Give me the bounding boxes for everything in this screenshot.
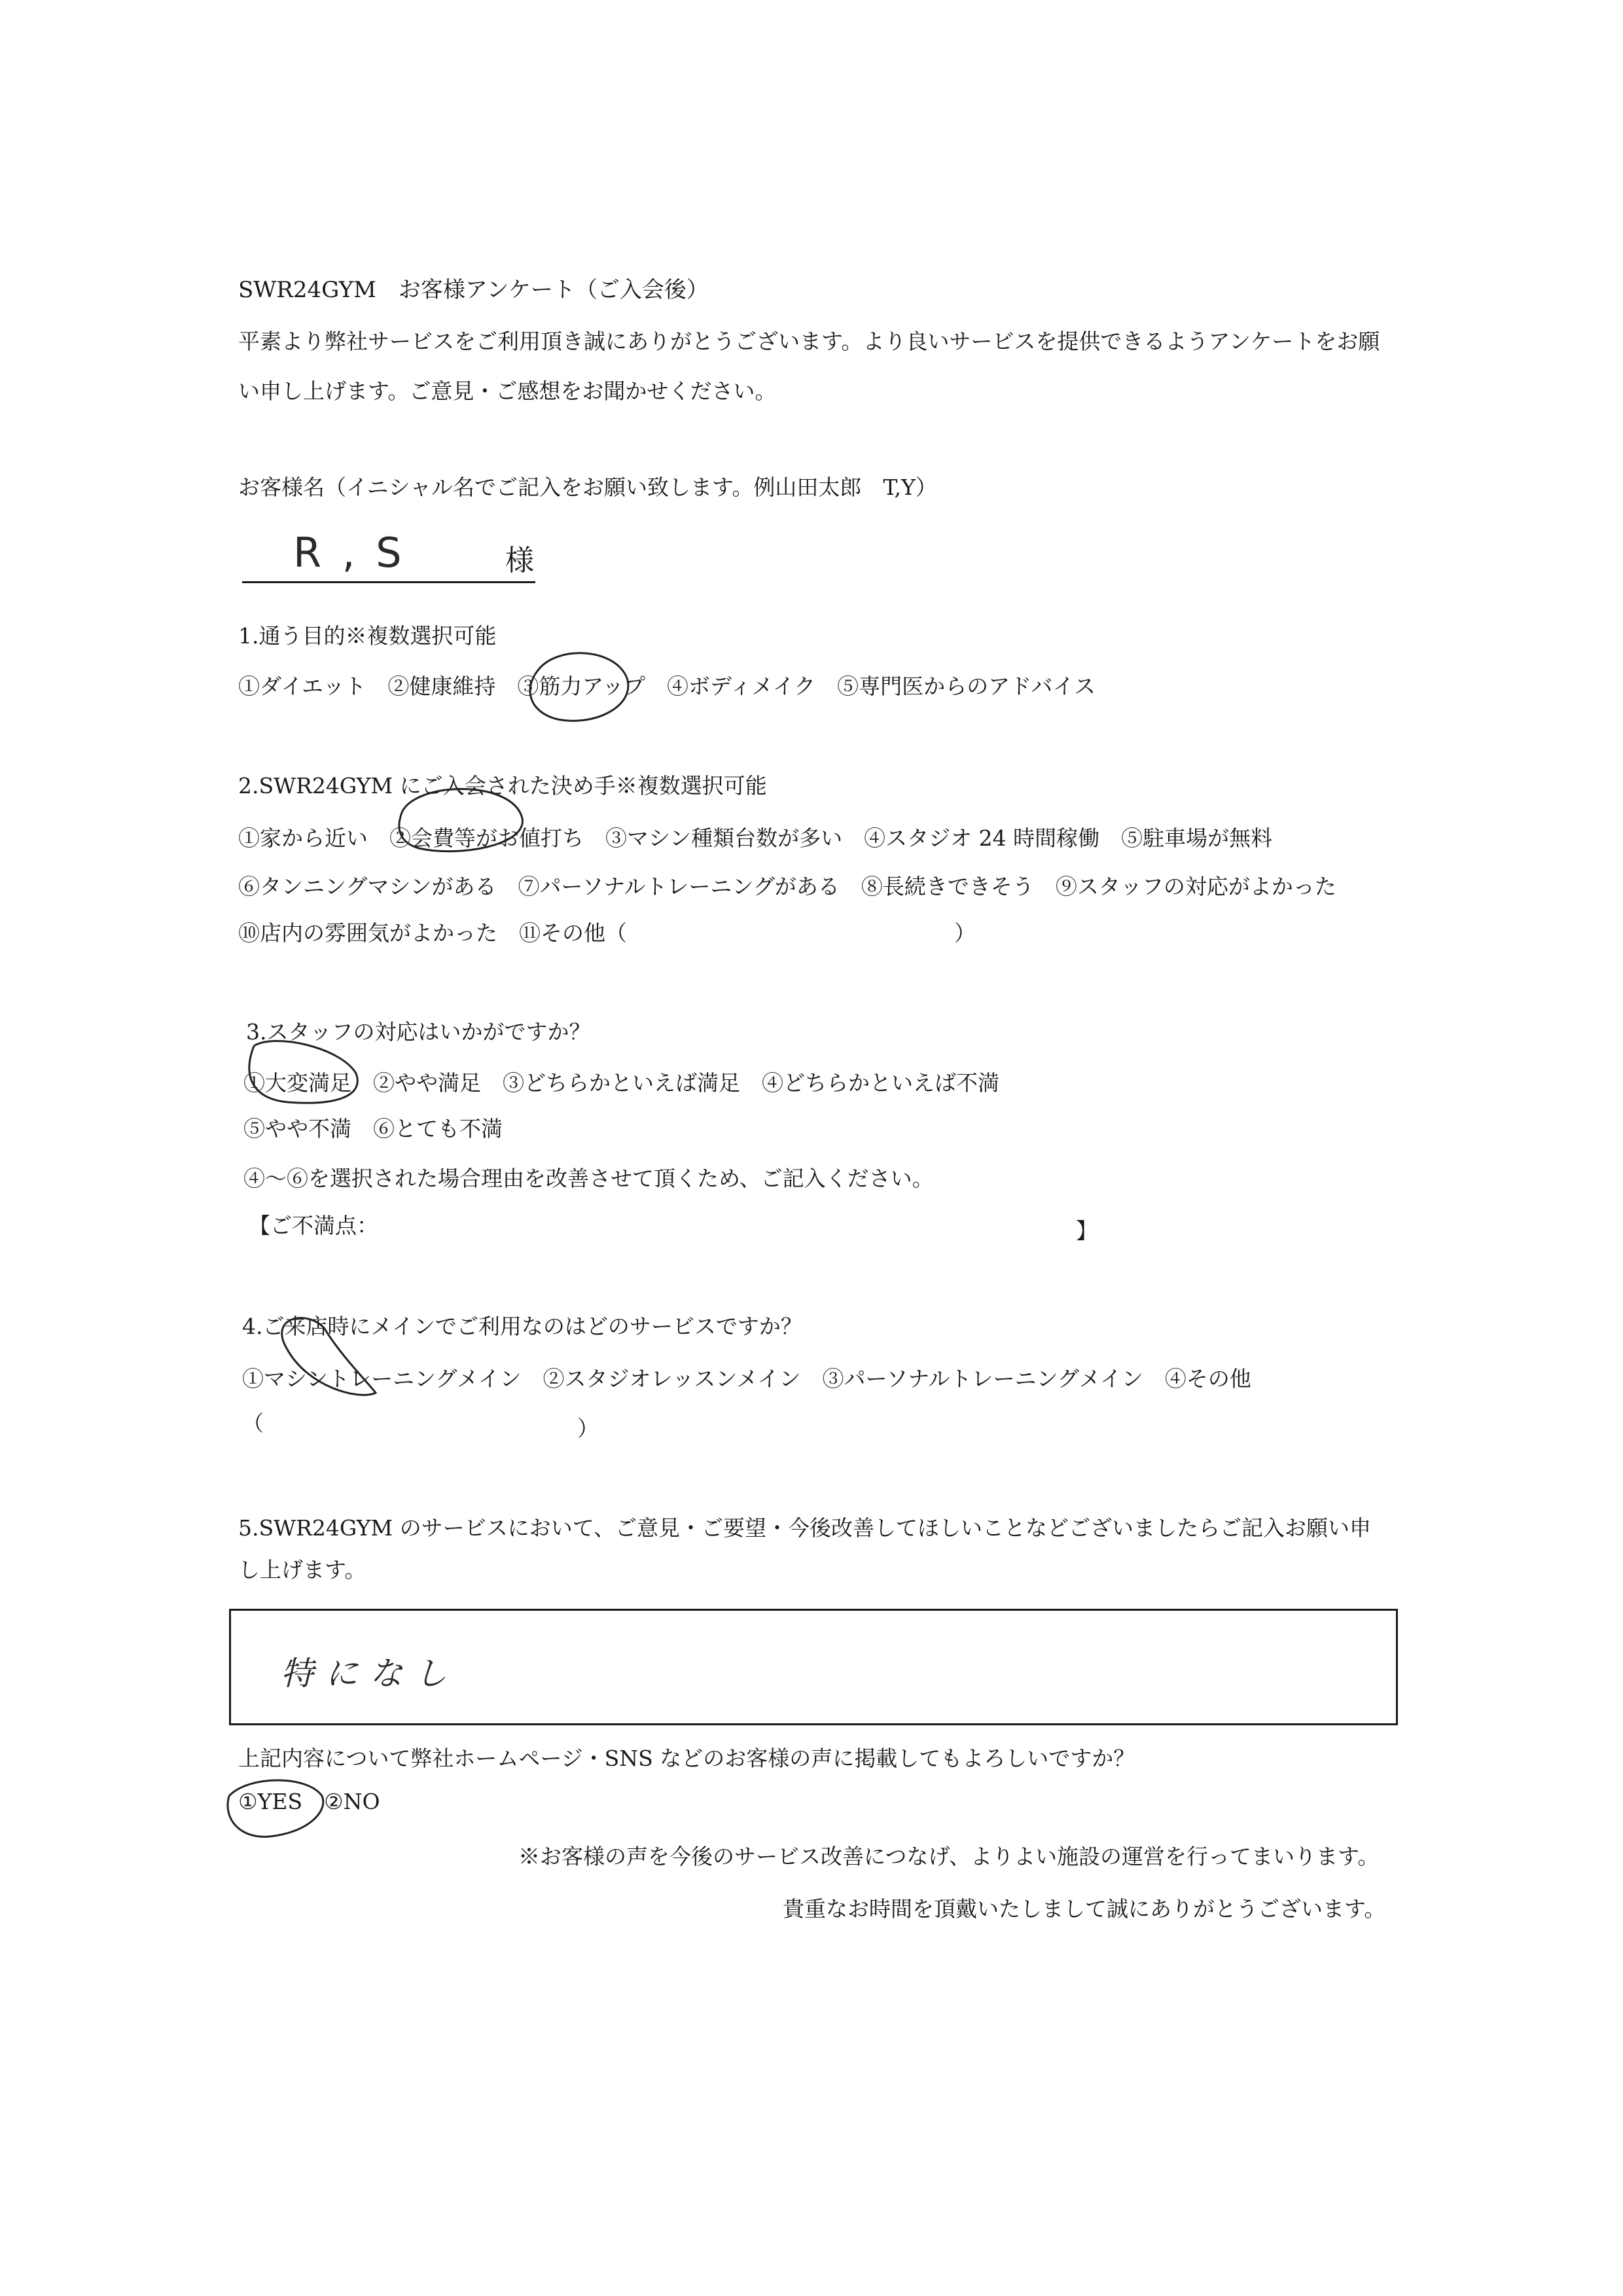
q2-options-row2: ⑥タンニングマシンがある ⑦パーソナルトレーニングがある ⑧長続きできそう ⑨スタッフの対応がよかった <box>238 874 1336 899</box>
q2-title: 2.SWR24GYM にご入会された決め手※複数選択可能 <box>238 773 767 798</box>
q3-complaint-label: 【ご不満点： <box>249 1213 378 1238</box>
q3-complaint-close: 】 <box>1076 1218 1097 1244</box>
customer-name-handwritten: R , S <box>293 529 406 577</box>
consent-options: ①YES ②NO <box>238 1789 380 1814</box>
honorific-sama: 様 <box>505 544 534 577</box>
q2-options-row1: ①家から近い ②会費等がお値打ち ③マシン種類台数が多い ④スタジオ 24 時間稼働 ⑤駐車場が無料 <box>238 825 1273 851</box>
q3-options-row1: ①大変満足 ②やや満足 ③どちらかといえば満足 ④どちらかといえば不満 <box>243 1070 999 1096</box>
q1-title: 1.通う目的※複数選択可能 <box>238 623 497 649</box>
consent-question: 上記内容について弊社ホームページ・SNS などのお客様の声に掲載してもよろしいですか？ <box>238 1746 1135 1771</box>
q4-title: 4.ご来店時にメインでご利用なのはどのサービスですか？ <box>242 1314 802 1339</box>
intro-line-2: い申し上げます。ご意見・ご感想をお聞かせください。 <box>238 378 777 404</box>
survey-title: SWR24GYM お客様アンケート（ご入会後） <box>238 277 709 303</box>
footer-note-1: ※お客様の声を今後のサービス改善につなげ、よりよい施設の運営を行ってまいります。 <box>518 1844 1380 1869</box>
q3-title: 3.スタッフの対応はいかがですか？ <box>246 1019 591 1045</box>
q3-reason-note: ④～⑥を選択された場合理由を改善させて頂くため、ご記入ください。 <box>243 1166 934 1191</box>
q4-other-close: ） <box>577 1416 599 1441</box>
q4-other-open: （ <box>242 1410 264 1436</box>
q3-options-row2: ⑤やや不満 ⑥とても不満 <box>243 1116 503 1141</box>
q1-options: ①ダイエット ②健康維持 ③筋力アップ ④ボディメイク ⑤専門医からのアドバイス <box>238 673 1096 699</box>
q5-answer-box[interactable] <box>229 1609 1398 1725</box>
footer-note-2: 貴重なお時間を頂戴いたしまして誠にありがとうございます。 <box>783 1896 1386 1922</box>
q5-title-line-2: し上げます。 <box>238 1557 366 1583</box>
q2-options-row3: ⑩店内の雰囲気がよかった ⑪その他（ <box>238 920 627 946</box>
q5-answer-handwritten: 特になし <box>281 1655 459 1693</box>
q5-title-line-1: 5.SWR24GYM のサービスにおいて、ご意見・ご要望・今後改善してほしいことなどございましたらご記入お願い申 <box>238 1515 1372 1541</box>
intro-line-1: 平素より弊社サービスをご利用頂き誠にありがとうございます。より良いサービスを提供できるようアンケートをお願 <box>238 329 1380 354</box>
q2-other-close: ） <box>954 920 976 946</box>
customer-name-underline <box>242 581 535 583</box>
customer-name-prompt: お客様名（イニシャル名でご記入をお願い致します。例山田太郎 T,Y） <box>238 475 937 500</box>
q4-options-row1: ①マシントレーニングメイン ②スタジオレッスンメイン ③パーソナルトレーニングメイン ④その他 <box>242 1366 1251 1391</box>
